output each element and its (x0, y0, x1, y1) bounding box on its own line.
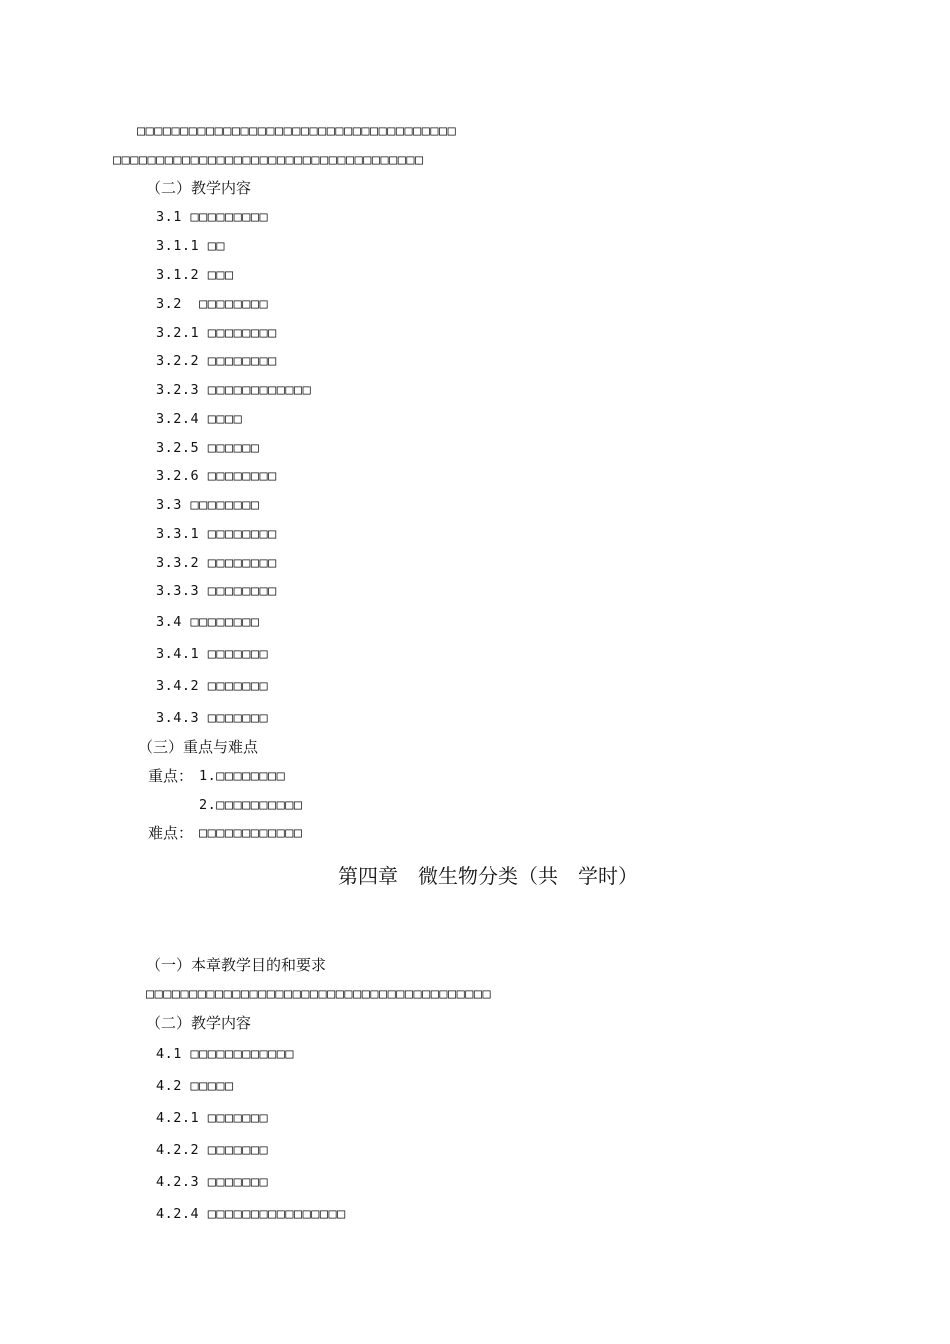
outline-item: 3.1.2 □□□ (156, 267, 234, 283)
outline-item: 4.2.3 □□□□□□□ (156, 1174, 269, 1190)
section-heading-goals: （一）本章教学目的和要求 (146, 956, 327, 974)
key-points-label: 重点： (148, 767, 194, 785)
outline-item: 3.3.2 □□□□□□□□ (156, 555, 277, 571)
outline-item: 3.2 □□□□□□□□ (156, 296, 269, 312)
outline-item: 3.2.6 □□□□□□□□ (156, 468, 277, 484)
outline-item: 3.4.3 □□□□□□□ (156, 710, 269, 726)
difficulty-text: □□□□□□□□□□□□ (199, 825, 303, 841)
outline-item: 3.1.1 □□ (156, 238, 226, 254)
paragraph-line-2: □□□□□□□□□□□□□□□□□□□□□□□□□□□□□□□□□□□□ (113, 152, 424, 168)
outline-item: 4.2.2 □□□□□□□ (156, 1142, 269, 1158)
section-heading-teaching-content: （二）教学内容 (146, 179, 252, 197)
outline-item: 3.4 □□□□□□□□ (156, 614, 260, 630)
outline-item: 3.1 □□□□□□□□□ (156, 209, 269, 225)
outline-item: 3.3 □□□□□□□□ (156, 497, 260, 513)
key-point-1: 1.□□□□□□□□ (199, 768, 286, 784)
section-heading-key-points: （三）重点与难点 (138, 738, 259, 756)
outline-item: 3.2.4 □□□□ (156, 411, 243, 427)
key-point-2: 2.□□□□□□□□□□ (199, 797, 303, 813)
chapter-title: 第四章 微生物分类（共 学时） (338, 864, 638, 888)
outline-item: 3.3.3 □□□□□□□□ (156, 583, 277, 599)
outline-item: 3.2.2 □□□□□□□□ (156, 353, 277, 369)
outline-item: 4.1 □□□□□□□□□□□□ (156, 1046, 295, 1062)
outline-item: 3.4.2 □□□□□□□ (156, 678, 269, 694)
outline-item: 3.3.1 □□□□□□□□ (156, 526, 277, 542)
outline-item: 3.2.5 □□□□□□ (156, 440, 260, 456)
goals-text: □□□□□□□□□□□□□□□□□□□□□□□□□□□□□□□□□□□□□□□□ (146, 986, 492, 1002)
paragraph-line-1: □□□□□□□□□□□□□□□□□□□□□□□□□□□□□□□□□□□□□ (137, 123, 457, 139)
outline-item: 4.2.1 □□□□□□□ (156, 1110, 269, 1126)
difficulty-label: 难点： (148, 824, 194, 842)
outline-item: 4.2 □□□□□ (156, 1078, 234, 1094)
outline-item: 3.2.3 □□□□□□□□□□□□ (156, 382, 312, 398)
section-heading-teaching-content: （二）教学内容 (146, 1014, 252, 1032)
outline-item: 3.2.1 □□□□□□□□ (156, 325, 277, 341)
outline-item: 4.2.4 □□□□□□□□□□□□□□□□ (156, 1206, 346, 1222)
outline-item: 3.4.1 □□□□□□□ (156, 646, 269, 662)
